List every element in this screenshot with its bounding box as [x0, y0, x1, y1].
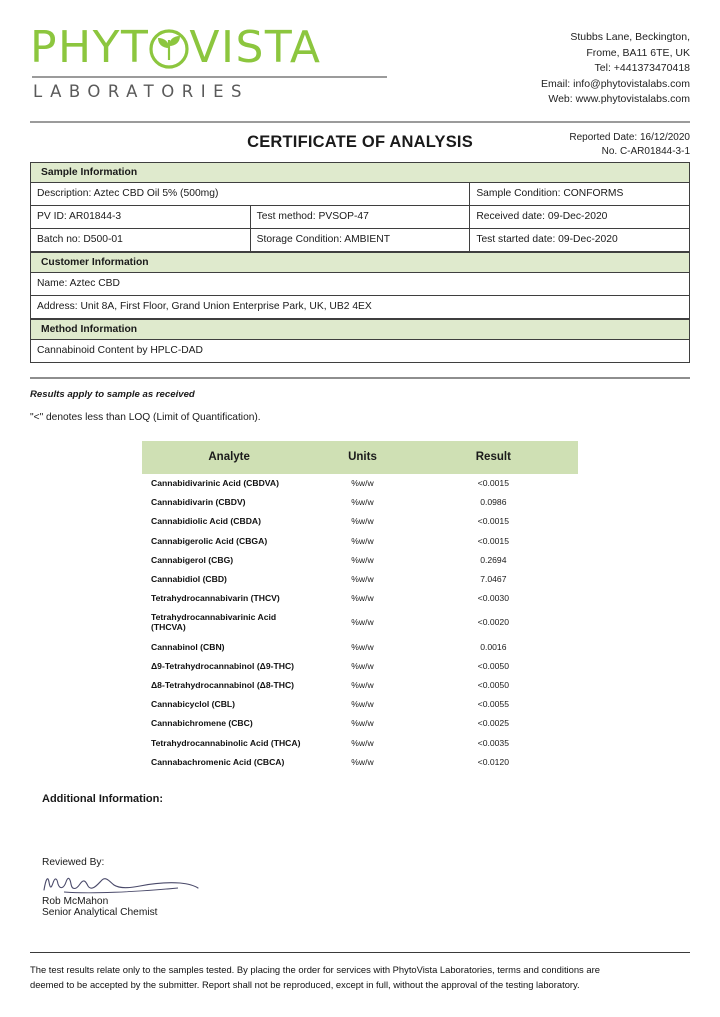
cell-units: %w/w — [351, 574, 374, 585]
customer-name: Name: Aztec CBD — [31, 272, 690, 295]
cell-analyte: Cannabidiolic Acid (CBDA) — [151, 516, 261, 527]
column-header-result: Result — [409, 441, 578, 474]
results-header-row — [142, 441, 578, 474]
page-header — [30, 22, 690, 108]
reported-date: Reported Date: 16/12/2020 — [569, 131, 690, 143]
cell-units: %w/w — [351, 535, 374, 546]
cell-result: <0.0015 — [477, 478, 509, 489]
cell-analyte: Tetrahydrocannabivarinic Acid (THCVA) — [151, 612, 277, 633]
cell-result: <0.0050 — [477, 679, 509, 690]
disclaimer-line-1: The test results relate only to the samples tested. By placing the order for services with PhytoVista Laboratories, terms and conditions are — [30, 964, 600, 976]
cell-units: %w/w — [351, 718, 374, 729]
pv-id: PV ID: AR01844-3 — [31, 205, 251, 228]
reviewed-by-label: Reviewed By: — [42, 857, 105, 869]
cell-result: 0.2694 — [480, 554, 507, 565]
cell-analyte: Cannabachromenic Acid (CBCA) — [151, 756, 285, 767]
cell-units: %w/w — [351, 478, 374, 489]
page-title: CERTIFICATE OF ANALYSIS — [247, 132, 473, 151]
cell-units: %w/w — [351, 593, 374, 604]
table-row — [31, 295, 690, 318]
table-row — [142, 493, 578, 512]
column-header-analyte: Analyte — [142, 441, 316, 474]
reviewer-title: Senior Analytical Chemist — [42, 907, 158, 919]
cell-units: %w/w — [351, 641, 374, 652]
cell-analyte: Cannabidivarinic Acid (CBDVA) — [151, 478, 279, 489]
table-row — [142, 656, 578, 675]
cell-analyte: Tetrahydrocannabivarin (THCV) — [151, 593, 280, 604]
batch-no: Batch no: D500-01 — [31, 228, 251, 251]
customer-address: Address: Unit 8A, First Floor, Grand Union Enterprise Park, UK, UB2 4EX — [31, 295, 690, 318]
results-apply-note: Results apply to sample as received — [30, 388, 195, 400]
section-divider — [30, 377, 690, 379]
brand-wordmark — [30, 22, 387, 73]
cell-result: <0.0015 — [477, 535, 509, 546]
cell-analyte: Δ9-Tetrahydrocannabinol (Δ9-THC) — [151, 660, 295, 671]
results-table — [142, 441, 578, 772]
contact-line-2: Frome, BA11 6TE, UK — [586, 46, 690, 59]
cell-units: %w/w — [351, 554, 374, 565]
table-row — [31, 182, 690, 205]
cell-result: 0.0016 — [480, 641, 507, 652]
contact-line-3: Tel: +441373470418 — [594, 62, 690, 74]
table-row — [142, 637, 578, 656]
footer-divider — [30, 952, 690, 953]
reviewer-name: Rob McMahon — [42, 896, 109, 908]
contact-line-4: Email: info@phytovistalabs.com — [541, 77, 690, 90]
sample-information-table — [30, 162, 690, 252]
test-method: Test method: PVSOP-47 — [250, 205, 470, 228]
table-row — [31, 272, 690, 295]
test-started-date: Test started date: 09-Dec-2020 — [470, 228, 690, 251]
column-header-units: Units — [316, 441, 408, 474]
table-row — [31, 205, 690, 228]
customer-information-header-row — [31, 252, 690, 272]
cell-units: %w/w — [351, 660, 374, 671]
method-information-heading: Method Information — [31, 319, 690, 339]
customer-information-heading: Customer Information — [31, 252, 690, 272]
disclaimer — [30, 963, 690, 992]
cell-result: <0.0015 — [477, 516, 509, 527]
storage-condition: Storage Condition: AMBIENT — [250, 228, 470, 251]
cell-units: %w/w — [351, 699, 374, 710]
brand-name-part2: VISTA — [189, 22, 322, 73]
table-row — [142, 675, 578, 694]
table-row — [142, 714, 578, 733]
table-row — [142, 733, 578, 752]
cell-result: <0.0035 — [477, 737, 509, 748]
loq-note: "<" denotes less than LOQ (Limit of Quantification). — [30, 411, 261, 423]
sample-information-heading: Sample Information — [31, 162, 690, 182]
table-row — [142, 569, 578, 588]
cell-analyte: Cannabidivarin (CBDV) — [151, 497, 246, 508]
cell-result: <0.0055 — [477, 699, 509, 710]
contact-line-5: Web: www.phytovistalabs.com — [548, 93, 690, 105]
cell-analyte: Cannabichromene (CBC) — [151, 718, 253, 729]
sample-condition: Sample Condition: CONFORMS — [470, 182, 690, 205]
method-information-table — [30, 319, 690, 363]
cell-units: %w/w — [351, 737, 374, 748]
cell-result: 0.0986 — [480, 497, 507, 508]
cell-analyte: Cannabigerol (CBG) — [151, 554, 234, 565]
method-information-header-row — [31, 319, 690, 339]
cell-analyte: Cannabicyclol (CBL) — [151, 699, 236, 710]
brand-name-part1: PHYT — [30, 22, 150, 73]
table-row — [31, 339, 690, 362]
disclaimer-line-2: deemed to be accepted by the submitter. Report shall not be reproduced, except in full, without the approval of the testing laboratory. — [30, 978, 580, 990]
cell-analyte: Δ8-Tetrahydrocannabinol (Δ8-THC) — [151, 679, 295, 690]
cell-analyte: Cannabidiol (CBD) — [151, 574, 227, 585]
method-value: Cannabinoid Content by HPLC-DAD — [31, 339, 690, 362]
cell-units: %w/w — [351, 756, 374, 767]
table-row — [142, 608, 578, 637]
cell-units: %w/w — [351, 516, 374, 527]
brand-subtitle: LABORATORIES — [33, 82, 249, 101]
table-row — [142, 695, 578, 714]
cell-analyte: Cannabinol (CBN) — [151, 641, 225, 652]
cell-units: %w/w — [351, 617, 374, 628]
cell-analyte: Cannabigerolic Acid (CBGA) — [151, 535, 268, 546]
cell-result: 7.0467 — [480, 574, 507, 585]
table-row — [142, 512, 578, 531]
cell-result: <0.0050 — [477, 660, 509, 671]
contact-line-1: Stubbs Lane, Beckington, — [570, 31, 690, 43]
sample-description: Description: Aztec CBD Oil 5% (500mg) — [31, 182, 470, 205]
table-row — [142, 752, 578, 771]
table-row — [142, 589, 578, 608]
cell-result: <0.0025 — [477, 718, 509, 729]
additional-information-label: Additional Information: — [42, 793, 163, 806]
cell-result: <0.0020 — [477, 617, 509, 628]
logo-divider — [32, 76, 387, 78]
table-row — [142, 531, 578, 550]
cell-units: %w/w — [351, 679, 374, 690]
table-row — [31, 228, 690, 251]
report-number: No. C-AR01844-3-1 — [601, 145, 690, 157]
table-row — [142, 474, 578, 493]
cell-units: %w/w — [351, 497, 374, 508]
results-section — [30, 441, 690, 772]
results-body — [142, 474, 578, 772]
received-date: Received date: 09-Dec-2020 — [470, 205, 690, 228]
table-row — [142, 550, 578, 569]
signature-mark — [40, 870, 690, 896]
cell-result: <0.0030 — [477, 593, 509, 604]
leaf-icon — [149, 26, 189, 70]
header-divider — [30, 121, 690, 123]
customer-information-table — [30, 252, 690, 319]
contact-block — [541, 22, 690, 108]
sample-information-header-row — [31, 162, 690, 182]
brand-logo — [30, 22, 387, 101]
cell-analyte: Tetrahydrocannabinolic Acid (THCA) — [151, 737, 301, 748]
cell-result: <0.0120 — [477, 756, 509, 767]
